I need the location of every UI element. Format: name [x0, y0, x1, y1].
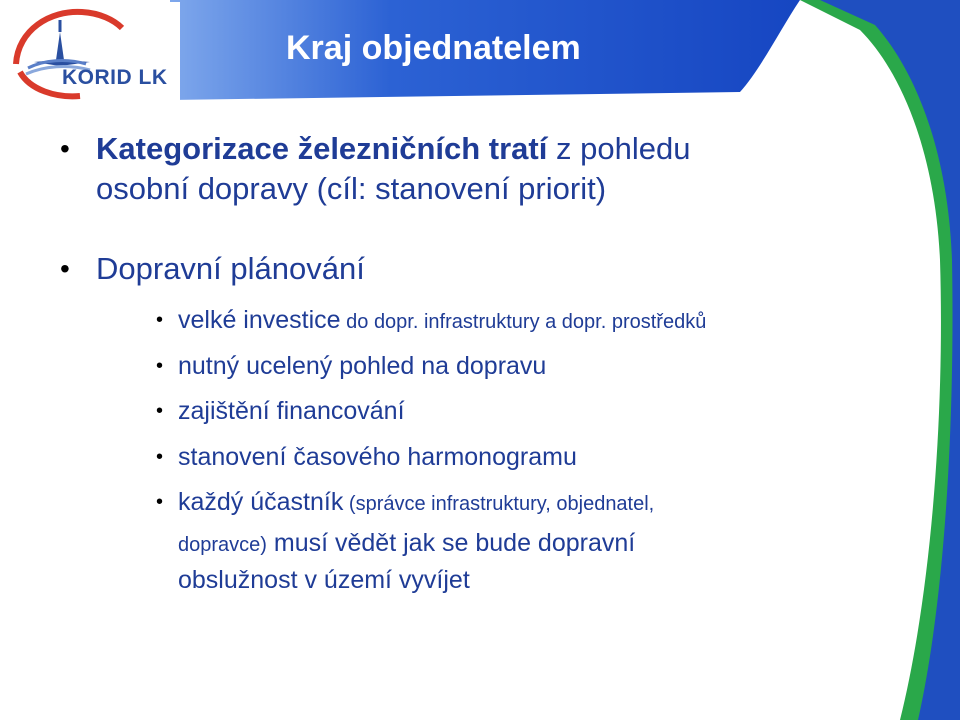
- bullet-dot: •: [60, 253, 70, 284]
- sub-bullet-dot: •: [156, 309, 164, 331]
- sub-bullet-text: musí vědět jak se bude dopravní: [266, 529, 636, 557]
- sub-bullet-small: (správce infrastruktury, objednatel,: [343, 493, 655, 515]
- sub-bullet-text: stanovení časového harmonogramu: [178, 443, 577, 471]
- slide-title: Kraj objednatelem: [286, 29, 581, 67]
- sub-bullet-text: nutný ucelený pohled na dopravu: [178, 352, 547, 380]
- bullet-dot: •: [60, 133, 70, 164]
- sub-bullet-main: každý účastník: [178, 488, 344, 516]
- sub-bullet-dot: •: [156, 355, 164, 377]
- sub-bullet-text: zajištění financování: [178, 397, 405, 425]
- sub-bullet-dot: •: [156, 400, 164, 422]
- sub-bullet-small: dopravce): [178, 534, 267, 556]
- bullet-text: Dopravní plánování: [96, 251, 365, 286]
- sub-bullet-dot: •: [156, 491, 164, 513]
- sub-bullet-dot: •: [156, 446, 164, 468]
- logo-text: KORID LK: [62, 66, 168, 89]
- bullet-text-line2: osobní dopravy (cíl: stanovení priorit): [96, 171, 607, 206]
- sub-bullet-text: obslužnost v území vyvíjet: [178, 566, 470, 594]
- bullet-text: z pohledu: [547, 131, 691, 166]
- sub-bullet-main: velké investice: [178, 306, 341, 334]
- bullet-bold-text: Kategorizace železničních tratí: [96, 131, 548, 166]
- sub-bullet-small: do dopr. infrastruktury a dopr. prostředků: [340, 311, 707, 333]
